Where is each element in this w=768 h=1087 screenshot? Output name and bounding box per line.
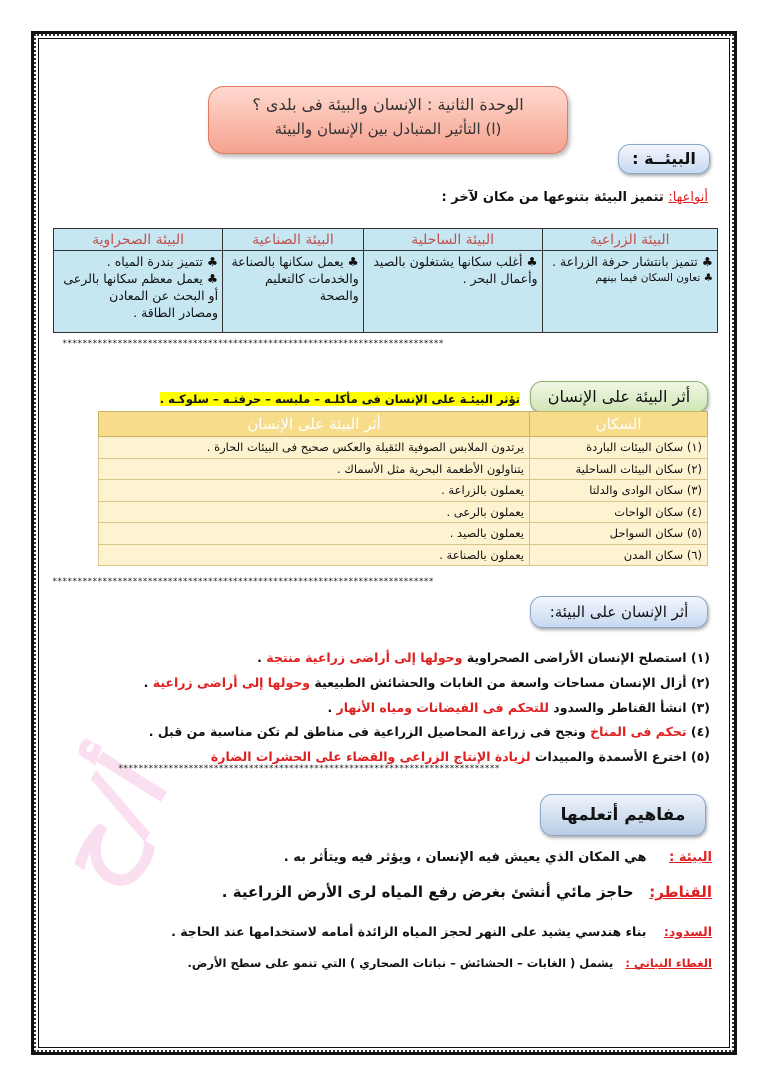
type-cell-line: ♣ تتميز بانتشار حرفة الزراعة . bbox=[552, 254, 713, 269]
table-row bbox=[99, 501, 708, 523]
effect-env-summary-text: تؤثر البيئـة على الإنسان فى مأكلـه – ملبسه – حرفتـه – سلوكـه . bbox=[159, 392, 520, 406]
lesson-title: (ا) التأثير المتبادل بين الإنسان والبيئة bbox=[274, 120, 502, 138]
list-item-end: . bbox=[327, 699, 337, 715]
type-cell-line: والصحة bbox=[319, 288, 359, 303]
effects-effect: يعملون بالزراعة . bbox=[99, 480, 530, 502]
effects-population: (٦) سكان المدن bbox=[530, 544, 708, 566]
list-item-number: (٢) bbox=[690, 674, 710, 690]
types-intro bbox=[442, 190, 708, 205]
concept-term: السدود: bbox=[663, 924, 712, 939]
section-concepts-badge bbox=[540, 794, 706, 836]
type-header: البيئة الساحلية bbox=[363, 229, 542, 251]
type-cell-line: ♣ تتميز بندرة المياه . bbox=[106, 254, 219, 269]
concept-definition: حاجز مائي أنشئ بغرض رفع المياه لرى الأرض الزراعية . bbox=[221, 883, 634, 901]
effects-effect: يعملون بالصناعة . bbox=[99, 544, 530, 566]
type-cell-line: والخدمات كالتعليم bbox=[264, 271, 359, 286]
unit-title-box bbox=[208, 86, 568, 154]
concept-item bbox=[187, 956, 712, 970]
type-cell-line: ♣ يعمل معظم سكانها بالرعى bbox=[63, 271, 219, 286]
list-item-text: أزال الإنسان مساحات واسعة من الغابات والحشائش الطبيعية bbox=[310, 674, 687, 690]
type-cell-agricultural bbox=[542, 251, 717, 333]
section-concepts-label: مفاهيم أتعلمها bbox=[560, 805, 686, 825]
type-cell-line: ومصادر الطاقة . bbox=[133, 305, 219, 320]
section-environment-badge bbox=[618, 144, 710, 174]
section-effect-env-badge bbox=[530, 381, 708, 413]
watermark-logo: أ/ح bbox=[27, 737, 190, 902]
effects-effect: يعملون بالصيد . bbox=[99, 523, 530, 545]
effect-env-summary bbox=[160, 392, 520, 406]
type-header: البيئة الصناعية bbox=[223, 229, 364, 251]
type-cell-industrial bbox=[223, 251, 364, 333]
list-item bbox=[110, 671, 710, 696]
concept-item bbox=[284, 850, 712, 865]
list-item-highlight: وحولها إلى أراضى زراعية bbox=[152, 674, 311, 690]
list-item-highlight: للتحكم فى الفيضانات ومياه الأنهار bbox=[336, 699, 549, 715]
type-cell-line: أو البحث عن المعادن bbox=[109, 288, 219, 303]
list-item-highlight: تحكم فى المناخ bbox=[590, 724, 687, 740]
separator-3: **************************************************************************** bbox=[118, 764, 500, 774]
type-cell-line: ♣ أغلب سكانها يشتغلون بالصيد bbox=[373, 254, 538, 269]
effects-population: (٥) سكان السواحل bbox=[530, 523, 708, 545]
list-item-text: انشأ القناطر والسدود bbox=[548, 699, 687, 715]
table-row bbox=[99, 458, 708, 480]
effects-population: (٢) سكان البيئات الساحلية bbox=[530, 458, 708, 480]
type-cell-desert bbox=[54, 251, 223, 333]
type-cell-line: ♣ يعمل سكانها بالصناعة bbox=[231, 254, 359, 269]
concept-definition: يشمل ( الغابات – الحشائش – نباتات الصحاري ) التي تنمو على سطح الأرض. bbox=[187, 956, 614, 970]
section-effect-human-badge bbox=[530, 596, 708, 628]
concept-term: البيئة : bbox=[669, 850, 712, 865]
human-effects-list bbox=[110, 646, 710, 770]
list-item-end: . bbox=[257, 650, 267, 665]
list-item-number: (٥) bbox=[690, 749, 710, 765]
list-item-end: . bbox=[143, 674, 153, 690]
list-item-end: ونجح فى زراعة المحاصيل الزراعية فى مناطق لم تكن مناسبة من قبل . bbox=[148, 724, 591, 740]
environment-effects-table bbox=[98, 411, 708, 566]
table-row bbox=[99, 544, 708, 566]
type-header: البيئة الزراعية bbox=[542, 229, 717, 251]
environment-types-table bbox=[53, 228, 718, 333]
type-header: البيئة الصحراوية bbox=[54, 229, 223, 251]
table-row bbox=[99, 480, 708, 502]
effects-effect: يعملون بالرعى . bbox=[99, 501, 530, 523]
list-item-highlight: لزيادة الإنتاج الزراعى والقضاء على الحشرات الضارة bbox=[210, 749, 531, 765]
list-item-text: اخترع الأسمدة والمبيدات bbox=[530, 749, 687, 765]
concept-definition: بناء هندسي يشيد على النهر لحجز المياه الزائدة أمامه لاستخدامها عند الحاجة . bbox=[171, 924, 647, 939]
section-environment-label: البيئــة : bbox=[632, 149, 696, 168]
type-cell-line: وأعمال البحر . bbox=[462, 271, 538, 286]
table-row bbox=[99, 523, 708, 545]
list-item-number: (١) bbox=[690, 650, 710, 665]
concept-item bbox=[222, 883, 712, 901]
concept-term: القناطر: bbox=[649, 883, 712, 901]
section-effect-human-label: أثر الإنسان على البيئة: bbox=[549, 603, 689, 621]
list-item-number: (٣) bbox=[690, 699, 710, 715]
concept-definition: هي المكان الذي يعيش فيه الإنسان ، ويؤثر فيه ويتأثر به . bbox=[283, 850, 647, 865]
types-intro-text: تتميز البيئة بتنوعها من مكان لآخر : bbox=[441, 190, 664, 205]
list-item-highlight: وحولها إلى أراضى زراعية منتجة bbox=[266, 650, 463, 665]
list-item bbox=[110, 720, 710, 745]
section-effect-env-label: أثر البيئة على الإنسان bbox=[547, 387, 691, 406]
effects-population: (١) سكان البيئات الباردة bbox=[530, 437, 708, 459]
list-item bbox=[110, 696, 710, 721]
list-item-text: استصلح الإنسان الأراضى الصحراوية bbox=[462, 650, 687, 665]
list-item-number: (٤) bbox=[690, 724, 710, 740]
list-item bbox=[110, 646, 710, 671]
separator-1: **************************************************************************** bbox=[62, 339, 444, 349]
type-cell-line: ♣ تعاون السكان فيما بينهم bbox=[595, 272, 713, 284]
effects-header-effect: أثر البيئة على الإنسان bbox=[99, 412, 530, 437]
concept-item bbox=[171, 924, 712, 939]
type-cell-coastal bbox=[363, 251, 542, 333]
effects-population: (٤) سكان الواحات bbox=[530, 501, 708, 523]
concept-term: الغطاء النباتي : bbox=[625, 956, 712, 970]
effects-effect: يتناولون الأطعمة البحرية مثل الأسماك . bbox=[99, 458, 530, 480]
unit-title: الوحدة الثانية : الإنسان والبيئة فى بلدى ؟ bbox=[252, 95, 524, 114]
table-row bbox=[99, 437, 708, 459]
effects-population: (٣) سكان الوادى والدلتا bbox=[530, 480, 708, 502]
effects-effect: يرتدون الملابس الصوفية الثقيلة والعكس صحيح فى البيئات الحارة . bbox=[99, 437, 530, 459]
types-intro-label: أنواعها: bbox=[668, 190, 708, 205]
separator-2: **************************************************************************** bbox=[52, 577, 434, 587]
effects-header-population: السكان bbox=[530, 412, 708, 437]
